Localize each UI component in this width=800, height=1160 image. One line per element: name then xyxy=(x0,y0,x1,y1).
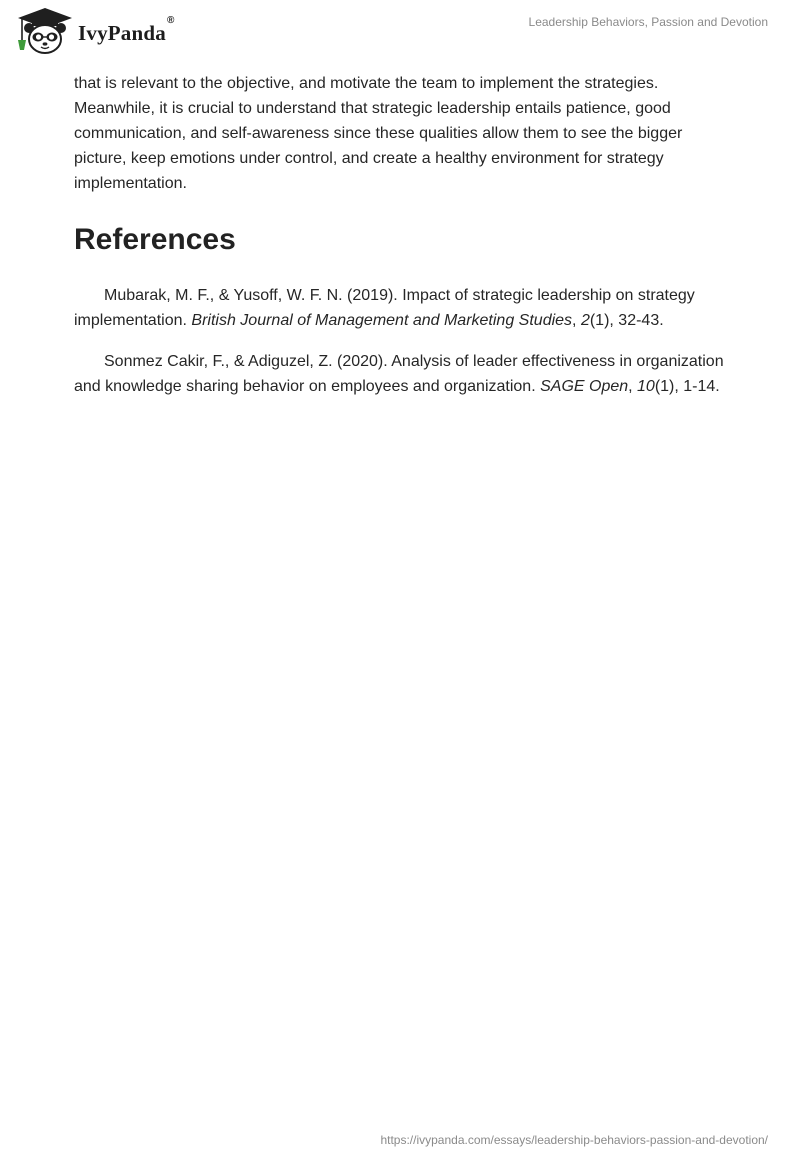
registered-mark: ® xyxy=(166,14,175,26)
panda-graduate-logo-icon xyxy=(14,6,76,56)
reference-entry xyxy=(74,283,724,333)
reference-separator: , xyxy=(628,378,638,395)
brand-name: IvyPanda® xyxy=(78,14,175,45)
document-body xyxy=(74,71,724,399)
brand-logo[interactable] xyxy=(14,6,175,56)
reference-text: Mubarak, M. F., & Yusoff, W. F. N. (2019). Impact of strategic leadership on strategy implementation. xyxy=(74,287,695,329)
page-header xyxy=(0,0,800,70)
reference-pages: (1), 32-43. xyxy=(589,312,664,329)
reference-journal: British Journal of Management and Marketing Studies xyxy=(191,312,573,329)
reference-separator: , xyxy=(572,312,581,329)
reference-volume: 2 xyxy=(580,312,590,329)
reference-pages: (1), 1-14. xyxy=(654,378,720,395)
reference-volume: 10 xyxy=(637,378,655,395)
running-title: Leadership Behaviors, Passion and Devotion xyxy=(528,15,768,29)
references-heading: References xyxy=(74,223,236,256)
source-url-link[interactable]: https://ivypanda.com/essays/leadership-behaviors-passion-and-devotion/ xyxy=(380,1133,768,1147)
reference-entry xyxy=(74,349,724,399)
body-paragraph: that is relevant to the objective, and motivate the team to implement the strategies. Meanwhile, it is crucial to understand that strategic leadership entails patience, good communication, and self-awareness since these qualities allow them to see the bigger picture, keep emotions under control, and create a healthy environment for strategy implementation. xyxy=(74,75,683,192)
reference-journal: SAGE Open xyxy=(540,378,629,395)
reference-text: Sonmez Cakir, F., & Adiguzel, Z. (2020). Analysis of leader effectiveness in organization and knowledge sharing behavior on employees and organization. xyxy=(74,353,724,395)
